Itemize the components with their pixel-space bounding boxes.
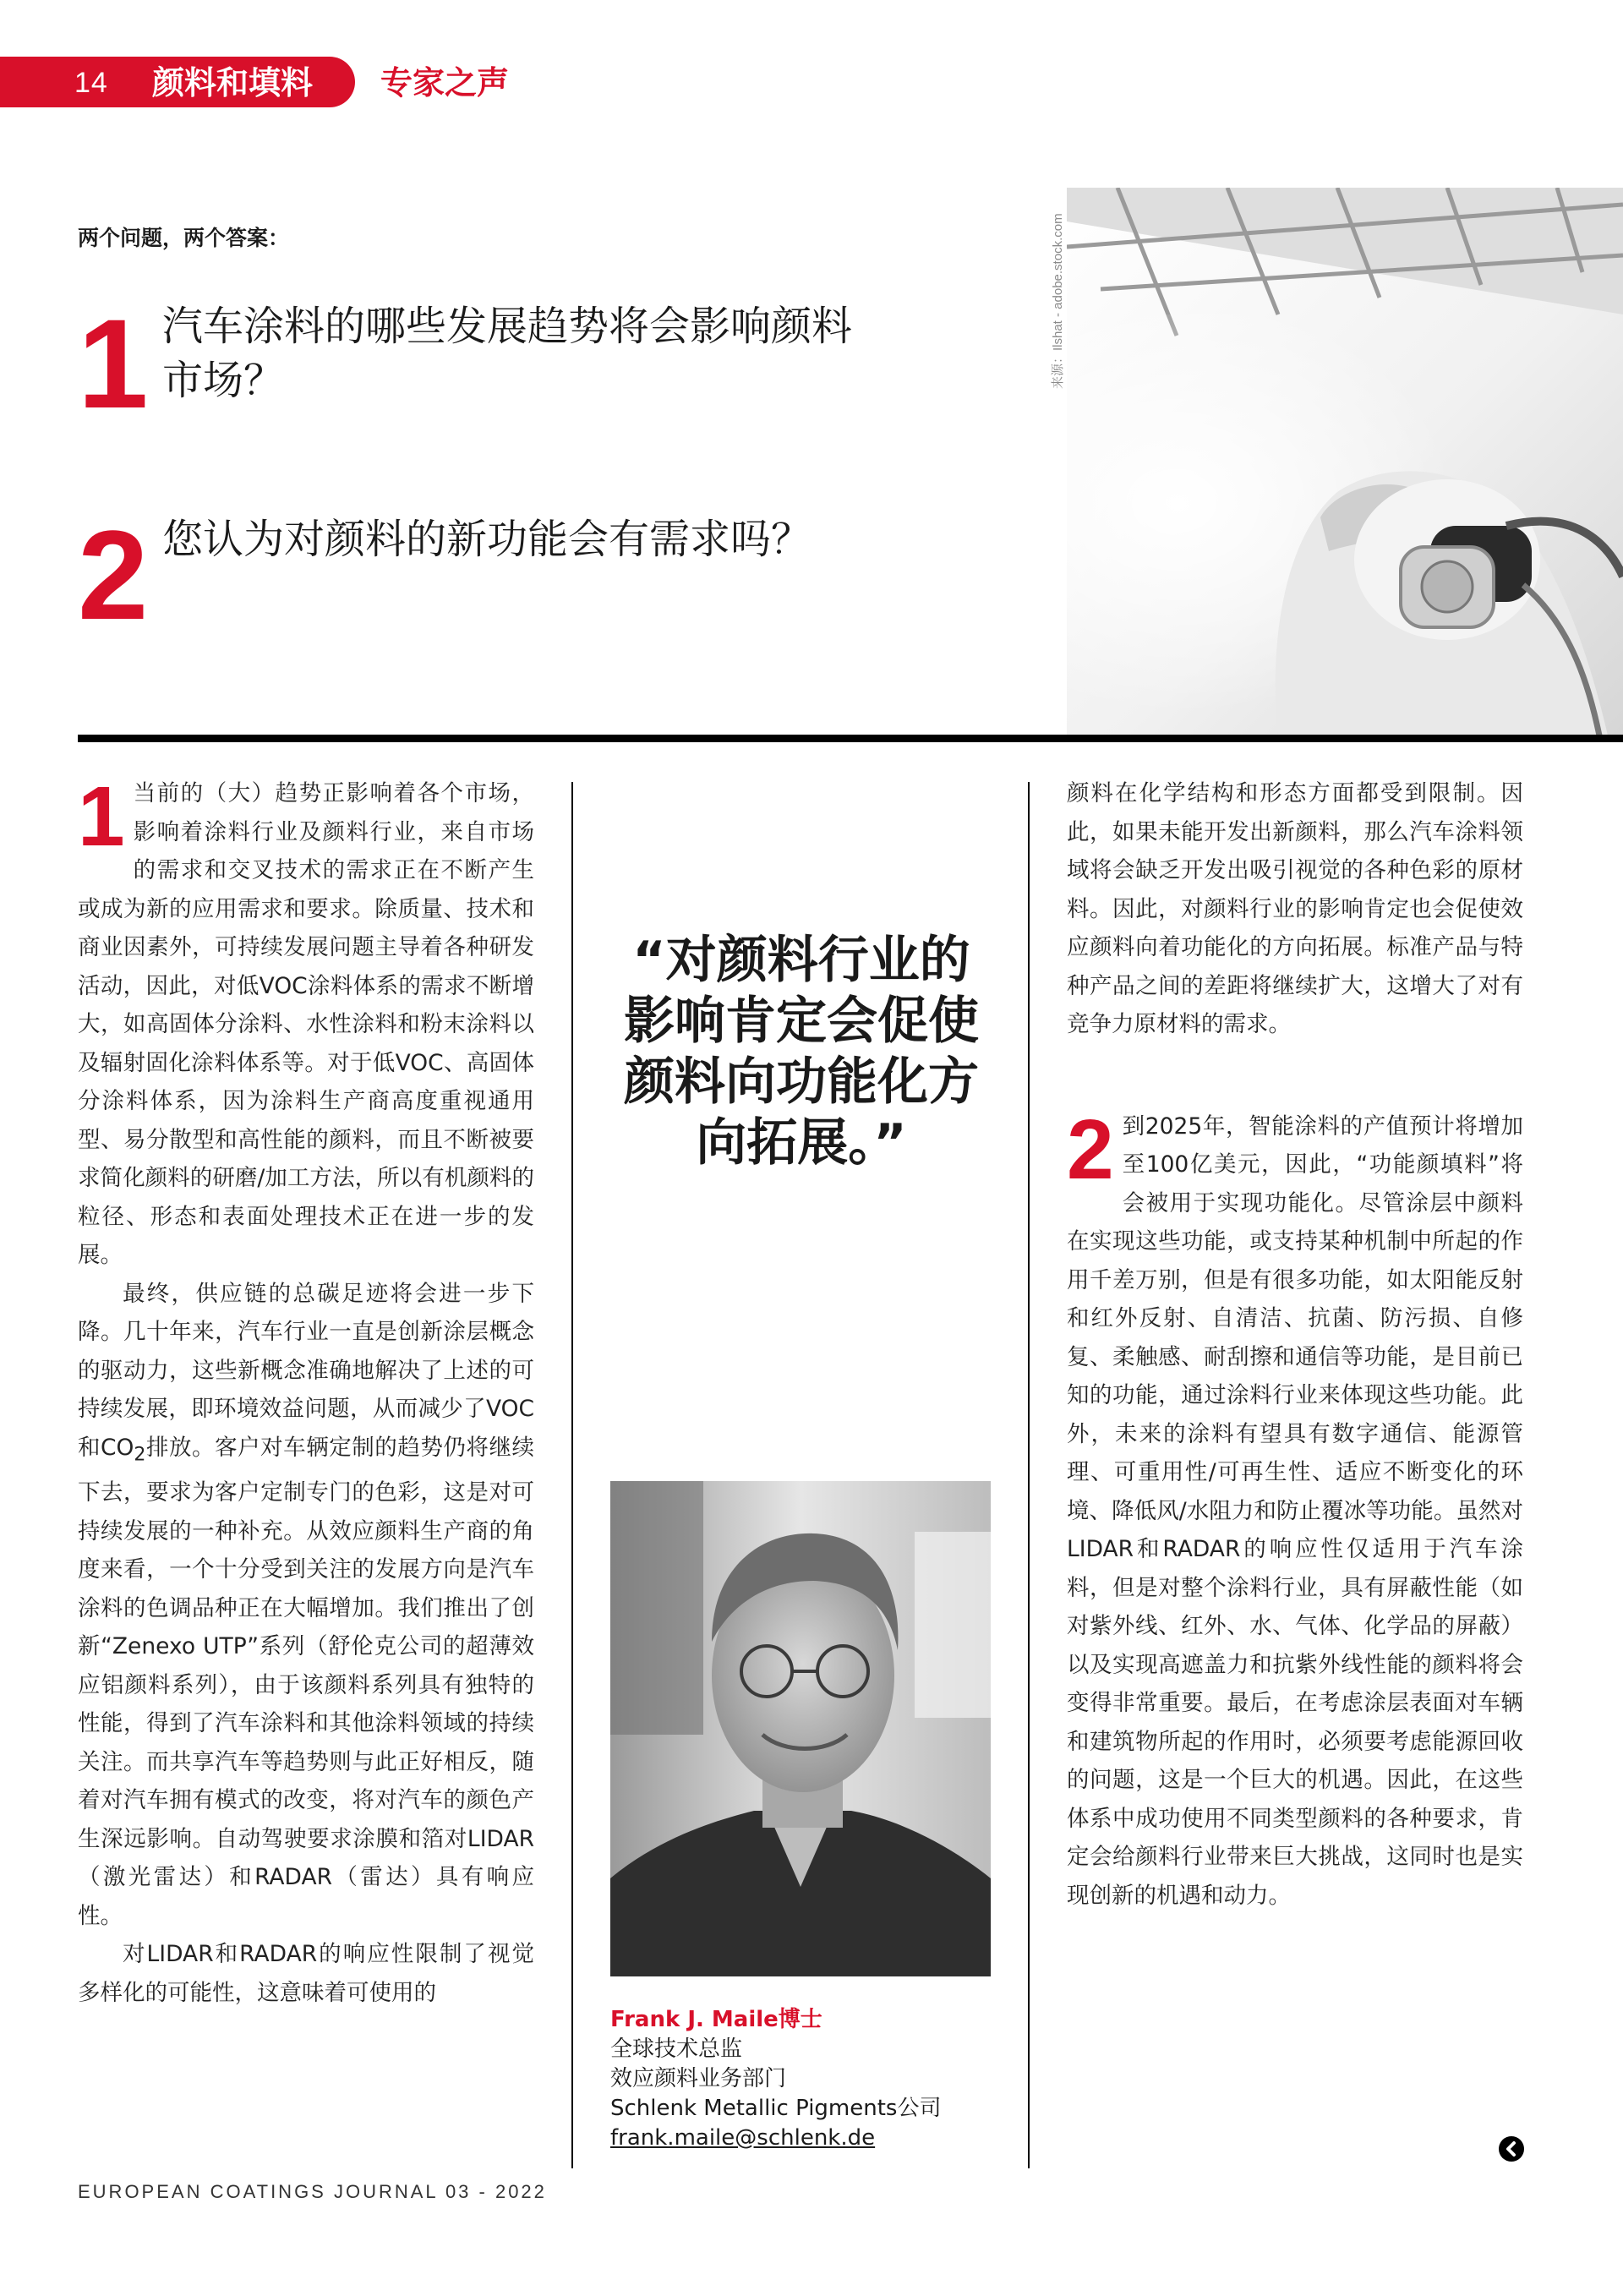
question-1-text: 汽车涂料的哪些发展趋势将会影响颜料市场？ xyxy=(162,303,853,404)
answer-1-column-left xyxy=(78,769,534,2012)
section-title: 颜料和填料 xyxy=(152,64,314,101)
answer-2-paragraph-1: 2 到2025年，智能涂料的产值预计将增加至100亿美元，因此，“功能颜填料”将会被用于实现功能化。尽管涂层中颜料在实现这些功能，或支持某种机制中所起的作用千差万别，但是有很多功能，如太阳能反射和红外反射、自清洁、抗菌、防污损、自修复、柔触感、耐刮擦和通信等功能，是目前已知的功能，通过涂料行业来体现这些功能。此外，未来的涂料有望具有数字通信、能源管理、可重用性/可再生性、适应不断变化的环境、降低风/水阻力和防止覆冰等功能。虽然对LIDAR和RADAR的响应性仅适用于汽车涂料，但是对整个涂料行业，具有屏蔽性能（如对紫外线、红外、水、气体、化学品的屏蔽）以及实现高遮盖力和抗紫外线性能的颜料将会变得非常重要。最后，在考虑涂层表面对车辆和建筑物所起的作用时，必须要考虑能源回收的问题，这是一个巨大的机遇。因此，在这些体系中成功使用不同类型颜料的各种要求，肯定会给颜料行业带来巨大挑战，这同时也是实现创新的机遇和动力。 xyxy=(1067,1102,1523,1909)
journal-footer: EUROPEAN COATINGS JOURNAL 03 - 2022 xyxy=(78,2181,547,2202)
answer-1-paragraph-3: 对LIDAR和RADAR的响应性限制了视觉多样化的可能性，这意味着可使用的 xyxy=(78,1941,534,2006)
author-caption xyxy=(610,2005,1016,2153)
subsection-title: 专家之声 xyxy=(380,64,510,101)
author-company: Schlenk Metallic Pigments公司 xyxy=(610,2096,942,2121)
author-portrait xyxy=(610,1481,991,1976)
spray-booth-photo xyxy=(1067,188,1623,735)
answer-1-paragraph-1: 1 当前的（大）趋势正影响着各个市场，影响着涂料行业及颜料行业，来自市场的需求和交叉技术的需求正在不断产生或成为新的应用需求和要求。除质量、技术和商业因素外，可持续发展问题主导着各种研发活动，因此，对低VOC涂料体系的需求不断增大，如高固体分涂料、水性涂料和粉末涂料以及辐射固化涂料体系等。对于低VOC、高固体分涂料体系，因为涂料生产商高度重视通用型、易分散型和高性能的颜料，而且不断被要求简化颜料的研磨/加工方法，所以有机颜料的粒径、形态和表面处理技术正在进一步的发展。 xyxy=(78,769,534,1268)
answer-1-paragraph-2: 最终，供应链的总碳足迹将会进一步下降。几十年来，汽车行业一直是创新涂层概念的驱动力，这些新概念准确地解决了上述的可持续发展，即环境效益问题，从而减少了VOC和$CO_2$排放。客户对车辆定制的趋势仍将继续下去，要求为客户定制专门的色彩，这是对可持续发展的一种补充。从效应颜料生产商的角度来看，一个十分受到关注的发展方向是汽车涂料的色调品种正在大幅增加。我们推出了创新“Zenexo UTP”系列（舒伦克公司的超薄效应铝颜料系列），由于该颜料系列具有独特的性能，得到了汽车涂料和其他涂料领域的持续关注。而共享汽车等趋势则与此正好相反，随着对汽车拥有模式的改变，将对汽车的颜色产生深远影响。自动驾驶要求涂膜和箔对LIDAR（激光雷达）和RADAR（雷达）具有响应性。 xyxy=(78,1280,534,1929)
author-email-link[interactable]: frank.maile@schlenk.de xyxy=(610,2125,876,2151)
answer-1-paragraph-4: 颜料在化学结构和形态方面都受到限制。因此，如果未能开发出新颜料，那么汽车涂料领域将会缺乏开发出吸引视觉的各种色彩的原材料。因此，对颜料行业的影响肯定也会促使效应颜料向着功能化的方向拓展。标准产品与特种产品之间的差距将继续扩大，这增大了对有竞争力原材料的需求。 xyxy=(1067,780,1523,1037)
answer-1-dropcap: 1 xyxy=(78,769,125,864)
page-number: 14 xyxy=(74,67,108,99)
author-name: Frank J. Maile博士 xyxy=(610,2007,822,2032)
pull-quote: “对颜料行业的影响肯定会促使颜料向功能化方向拓展。” xyxy=(624,931,979,1173)
answer-column-right xyxy=(1067,774,1523,1915)
back-arrow-icon[interactable] xyxy=(1498,2135,1525,2162)
question-1-number: 1 xyxy=(78,292,149,435)
question-2-text: 您认为对颜料的新功能会有需求吗？ xyxy=(162,516,812,563)
author-title: 全球技术总监 xyxy=(610,2036,743,2062)
question-2-number: 2 xyxy=(78,504,149,646)
photo-credit: 来源：Ilshat - adobe.stock.com xyxy=(1051,213,1065,389)
intro-label: 两个问题，两个答案： xyxy=(78,226,290,250)
column-divider-left xyxy=(571,782,573,2168)
answer-2-dropcap: 2 xyxy=(1067,1102,1114,1197)
section-divider-rule xyxy=(78,735,1623,742)
column-divider-right xyxy=(1028,782,1030,2168)
author-department: 效应颜料业务部门 xyxy=(610,2066,787,2091)
